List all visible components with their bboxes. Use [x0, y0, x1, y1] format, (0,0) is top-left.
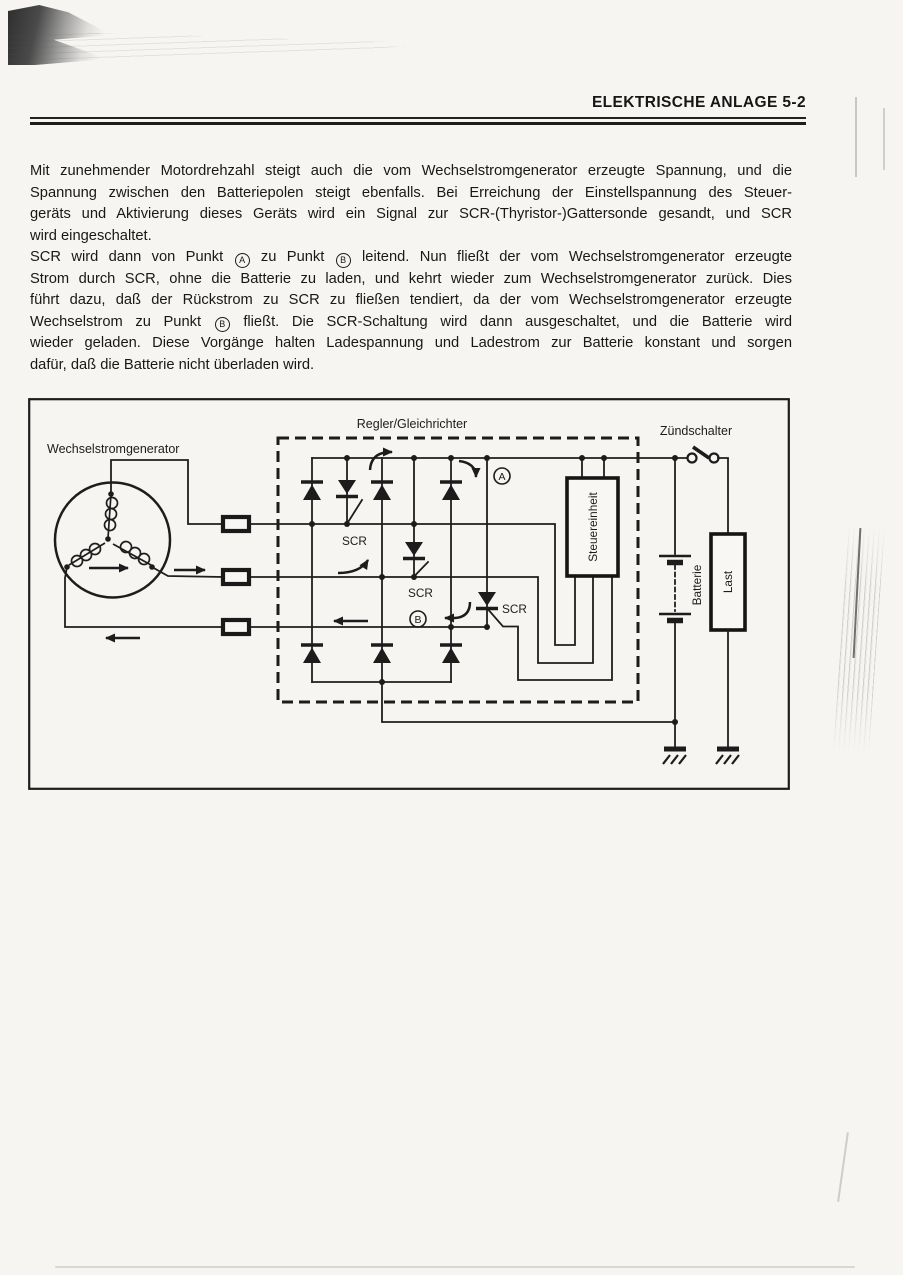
control-unit-box	[567, 478, 618, 576]
text-line: wird eingeschaltet.	[30, 227, 152, 244]
ignition-switch-icon	[688, 447, 719, 463]
header-rule-thick	[30, 122, 806, 126]
circled-b: B	[215, 317, 230, 332]
point-b-marker	[410, 611, 426, 627]
scan-artifact-squiggle	[837, 1132, 848, 1202]
load-box	[711, 534, 745, 630]
phase-wire-top	[111, 460, 223, 524]
diode-icon	[371, 645, 393, 663]
scan-artifact-streaks	[8, 30, 438, 64]
svg-text:A: A	[498, 471, 506, 483]
text-line: Strom durch SCR, ohne die Batterie zu laden, und kehrt wieder zum Wechselstromgenerator zurück. Dies	[30, 270, 792, 287]
scr-label: SCR	[342, 534, 367, 548]
ground-icon	[716, 749, 739, 764]
switch-to-load-wire	[718, 458, 728, 534]
connector-icon	[223, 620, 249, 634]
diode-icon	[301, 645, 323, 663]
circuit-svg	[28, 398, 790, 790]
load-label: Last	[721, 570, 735, 594]
text-line: wieder geladen. Diese Vorgänge halten Ladespannung und Ladestrom zur Batterie konstant und sorgen	[30, 335, 792, 351]
page-title: ELEKTRISCHE ANLAGE 5-2	[591, 94, 806, 111]
battery-label: Batterie	[690, 564, 704, 606]
text-line: SCR wird dann von Punkt A zu Punkt B leitend. Nun fließt der vom Wechselstromgenerator erzeugte	[30, 247, 792, 269]
circled-a: A	[235, 253, 250, 268]
current-flow-arrow	[459, 461, 476, 477]
scr-label: SCR	[502, 602, 527, 616]
generator-label: Wechselstromgenerator	[47, 442, 180, 456]
body-text	[30, 161, 792, 376]
header-rule	[30, 117, 806, 119]
diode-icon	[440, 645, 462, 663]
scan-artifact-line	[883, 108, 885, 170]
diode-icon	[440, 482, 462, 500]
diode-icon	[301, 482, 323, 500]
scr-icon	[403, 542, 428, 576]
connector-icon	[223, 570, 249, 584]
alternator-icon	[55, 483, 170, 598]
text-line: führt dazu, daß der Rückstrom zu SCR zu fließen tendiert, da der vom Wechselstromgenerator erzeugte	[30, 292, 792, 308]
diode-icon	[371, 482, 393, 500]
connector-icon	[223, 517, 249, 531]
current-flow-arrow	[370, 452, 392, 470]
current-flow-arrow	[445, 602, 470, 618]
circled-b: B	[336, 253, 351, 268]
control-unit-label: Steuereinheit	[586, 492, 600, 562]
stator-coil-icon	[108, 494, 111, 538]
circuit-diagram	[28, 398, 790, 790]
scr-label: SCR	[408, 586, 433, 600]
ground-icon	[663, 749, 686, 764]
current-flow-arrow	[338, 560, 368, 573]
scan-artifact-line	[855, 97, 857, 177]
text-line: geräts und Aktivierung dieses Geräts wird ein Signal zur SCR-(Thyristor-)Gattersonde gesandt, und SCR	[30, 206, 792, 222]
svg-text:B: B	[414, 614, 422, 626]
regulator-label: Regler/Gleichrichter	[356, 417, 468, 431]
text-line: Wechselstrom zu Punkt B fließt. Die SCR-Schaltung wird dann ausgeschaltet, und die Batterie wird	[30, 312, 792, 334]
text-line: dafür, daß die Batterie nicht überladen wird.	[30, 356, 315, 373]
scr-icon	[336, 480, 362, 523]
text-line: Mit zunehmender Motordrehzahl steigt auch die vom Wechselstromgenerator erzeugte Spannung, und die	[30, 163, 792, 179]
text-line: Spannung zwischen den Batteriepolen steigt ebenfalls. Bei Erreichung der Einstellspannung des Steuer-	[30, 184, 792, 201]
point-a-marker	[494, 468, 510, 484]
battery-icon	[659, 556, 691, 621]
scan-artifact-bottom	[55, 1266, 855, 1268]
ignition-switch-label: Zündschalter	[659, 424, 733, 438]
junction-dots	[309, 455, 678, 725]
